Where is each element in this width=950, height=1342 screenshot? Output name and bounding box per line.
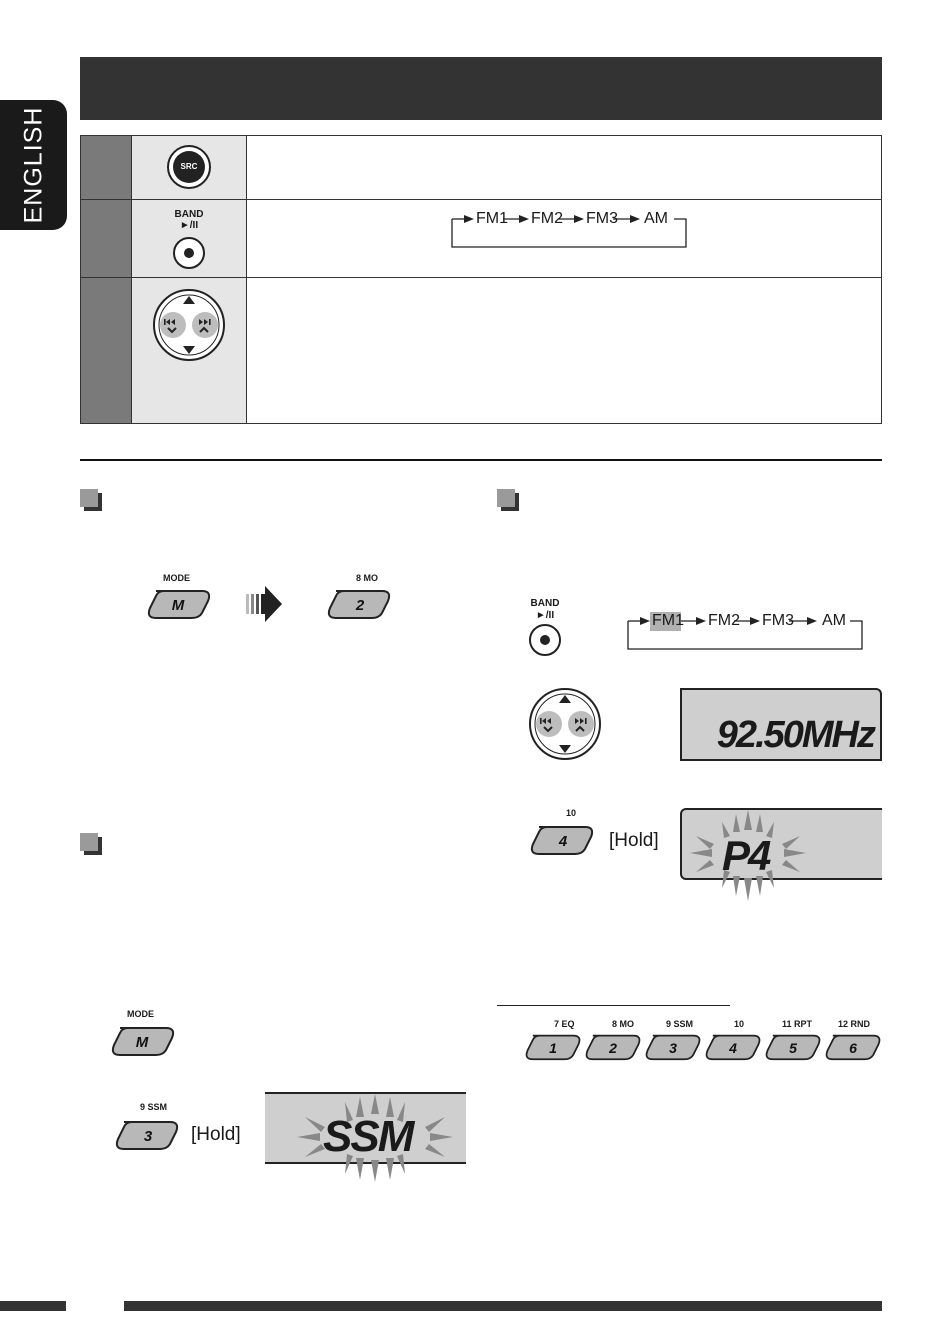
src-button[interactable]: SRC (167, 145, 211, 189)
svg-text:M: M (135, 1034, 149, 1051)
flow-fm3: FM3 (762, 612, 794, 629)
svg-text:1: 1 (549, 1040, 557, 1057)
preset-keys-row (524, 1019, 884, 1067)
section-marker-icon (80, 489, 98, 507)
preset-4-button[interactable] (529, 825, 595, 855)
band-cycle-diagram (450, 210, 690, 250)
preset-key-label: 10 (734, 1019, 745, 1029)
step-icon-cell-1 (132, 136, 247, 199)
preset-1-button[interactable] (524, 1033, 582, 1061)
preset-4-button[interactable] (704, 1033, 762, 1061)
svg-text:3: 3 (669, 1040, 677, 1057)
band-button[interactable] (529, 624, 561, 656)
flow-fm2: FM2 (708, 612, 740, 629)
preset-4-key-label: 10 (566, 808, 577, 818)
ssm-display-text: SSM (323, 1112, 413, 1161)
step-number-cell-3 (81, 278, 132, 423)
preset-2-button[interactable] (584, 1033, 642, 1061)
mode-button[interactable] (146, 589, 212, 619)
flow-am: AM (822, 612, 846, 629)
control-dial-icon[interactable] (528, 687, 602, 761)
svg-text:2: 2 (355, 597, 365, 614)
footer-bar-right (124, 1301, 882, 1311)
hold-label: [Hold] (191, 1124, 241, 1145)
preset-display-text: P4 (722, 832, 770, 879)
footer-bar-left (0, 1301, 66, 1311)
mode-key-label: MODE (127, 1009, 154, 1019)
step-number-cell-2 (81, 200, 132, 277)
svg-text:M: M (171, 597, 185, 614)
step-icon-cell-3 (132, 278, 247, 423)
svg-text:4: 4 (729, 1040, 737, 1057)
preset-3-button[interactable] (644, 1033, 702, 1061)
flow-fm2: FM2 (531, 210, 563, 227)
preset-3-button[interactable] (114, 1120, 180, 1150)
mode-key-label: MODE (163, 573, 190, 583)
step-table (80, 135, 882, 424)
svg-text:3: 3 (143, 1128, 153, 1145)
section-header-bar (80, 57, 882, 120)
play-pause-label: ►/II (535, 610, 555, 621)
mode-button[interactable] (110, 1026, 176, 1056)
band-cycle-diagram (626, 612, 866, 652)
preset-2-button[interactable] (326, 589, 392, 619)
language-tab (0, 100, 67, 230)
hold-label: [Hold] (609, 830, 659, 851)
section-marker-icon (497, 489, 515, 507)
svg-text:5: 5 (789, 1040, 797, 1057)
frequency-display-text: 92.50MHz (716, 714, 874, 756)
preset-key-label: 8 MO (612, 1019, 635, 1029)
svg-text:2: 2 (609, 1040, 617, 1057)
preset-6-button[interactable] (824, 1033, 882, 1061)
preset-key-label: 12 RND (838, 1019, 871, 1029)
control-dial-icon[interactable] (152, 288, 226, 362)
section-marker-icon (80, 833, 98, 851)
preset-display (680, 808, 882, 903)
preset-row-rule (497, 1005, 730, 1006)
band-label: BAND (530, 598, 560, 609)
step-number-cell-1 (81, 136, 132, 199)
flow-fm3: FM3 (586, 210, 618, 227)
svg-text:6: 6 (849, 1040, 857, 1057)
svg-text:4: 4 (558, 833, 568, 850)
arrow-right-icon (244, 584, 284, 624)
preset-key-label: 11 RPT (782, 1019, 813, 1029)
step-icon-cell-2 (132, 200, 247, 277)
language-label: ENGLISH (19, 106, 47, 224)
flow-am: AM (644, 210, 668, 227)
section-divider (80, 459, 882, 461)
frequency-display (680, 688, 882, 761)
band-button[interactable] (173, 237, 205, 269)
band-label: BAND (174, 209, 204, 220)
preset-5-button[interactable] (764, 1033, 822, 1061)
flow-fm1: FM1 (652, 612, 684, 629)
preset-key-label: 7 EQ (554, 1019, 575, 1029)
mo-key-label: 8 MO (356, 573, 379, 583)
ssm-display (265, 1092, 466, 1182)
ssm-key-label: 9 SSM (140, 1102, 168, 1112)
flow-fm1: FM1 (476, 210, 508, 227)
play-pause-label: ►/II (179, 220, 199, 231)
preset-key-label: 9 SSM (666, 1019, 694, 1029)
